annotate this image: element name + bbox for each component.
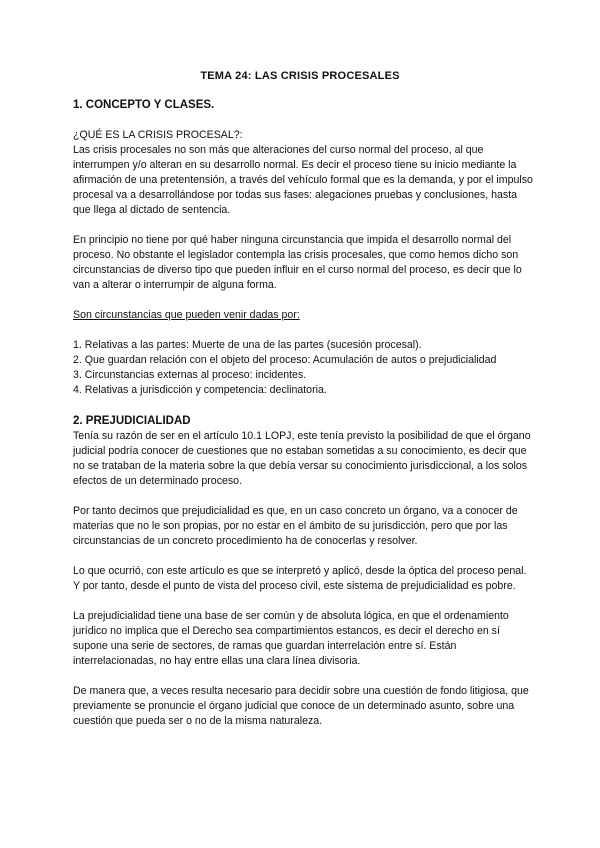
list-item: 4. Relativas a jurisdicción y competencia: declinatoria. — [73, 384, 327, 396]
section-2-paragraph-1: Tenía su razón de ser en el artículo 10.1 LOPJ, este tenía previsto la posibilidad de que el órgano judicial podría conocer de cuestiones que no estaban sometidas a su conocimiento, es decir que no se trataban de la materia sobre la que debía versar su conocimiento jurisdiccional, a los solos efectos de un determinado proceso. — [73, 430, 531, 487]
section-1-heading: 1. CONCEPTO Y CLASES. — [73, 99, 215, 111]
section-2-heading: 2. PREJUDICIALIDAD — [73, 415, 191, 427]
document-title: TEMA 24: LAS CRISIS PROCESALES — [200, 70, 400, 82]
section-2-paragraph-3: Lo que ocurrió, con este artículo es que se interpretó y aplicó, desde la óptica del proceso penal. Y por tanto, desde el punto de vista del proceso civil, este sistema de prejudicialidad es pobre. — [73, 565, 527, 592]
section-2-paragraph-5: De manera que, a veces resulta necesario para decidir sobre una cuestión de fondo litigiosa, que previamente se pronuncie el órgano judicial que conoce de un determinado asunto, sobre una cuestión que pueda ser o no de la misma naturaleza. — [73, 685, 529, 727]
list-intro: Son circunstancias que pueden venir dadas por: — [73, 309, 300, 321]
section-1-question: ¿QUÉ ES LA CRISIS PROCESAL?: — [73, 129, 243, 141]
list-item: 2. Que guardan relación con el objeto del proceso: Acumulación de autos o prejudicialidad — [73, 354, 497, 366]
document-body — [73, 98, 533, 729]
list-item: 1. Relativas a las partes: Muerte de una de las partes (sucesión procesal). — [73, 339, 422, 351]
list-item: 3. Circunstancias externas al proceso: incidentes. — [73, 369, 307, 381]
section-1-paragraph-1: Las crisis procesales no son más que alteraciones del curso normal del proceso, al que interrumpen y/o alteran en su desarrollo normal. Es decir el proceso tiene su inicio mediante la afirmación de una pretentensión, a través del vehículo formal que es la demanda, y por el impulso procesal va a desarrollándose por todas sus fases: alegaciones pruebas y conclusiones, hasta que llega al dictado de sentencia. — [73, 144, 533, 216]
section-2-paragraph-2: Por tanto decimos que prejudicialidad es que, en un caso concreto un órgano, va a conocer de materias que no le son propias, por no estar en el ámbito de su jurisdicción, pero que por las circunstancias de un concreto procedimiento ha de conocerlas y resolver. — [73, 505, 518, 547]
section-1-paragraph-2: En principio no tiene por qué haber ninguna circunstancia que impida el desarrollo normal del proceso. No obstante el legislador contempla las crisis procesales, que como hemos dicho son circunstancias de diverso tipo que pueden influir en el curso normal del proceso, es decir que lo van a alterar o interrumpir de alguna forma. — [73, 234, 522, 291]
section-2-paragraph-4: La prejudicialidad tiene una base de ser común y de absoluta lógica, en que el ordenamiento jurídico no implica que el Derecho sea compartimientos estancos, es decir el derecho en sí supone una serie de sectores, de ramas que guardan interrelación entre sí. Están interrelacionadas, no hay entre ellas una clara línea divisoria. — [73, 610, 509, 667]
circumstances-list — [73, 338, 533, 398]
